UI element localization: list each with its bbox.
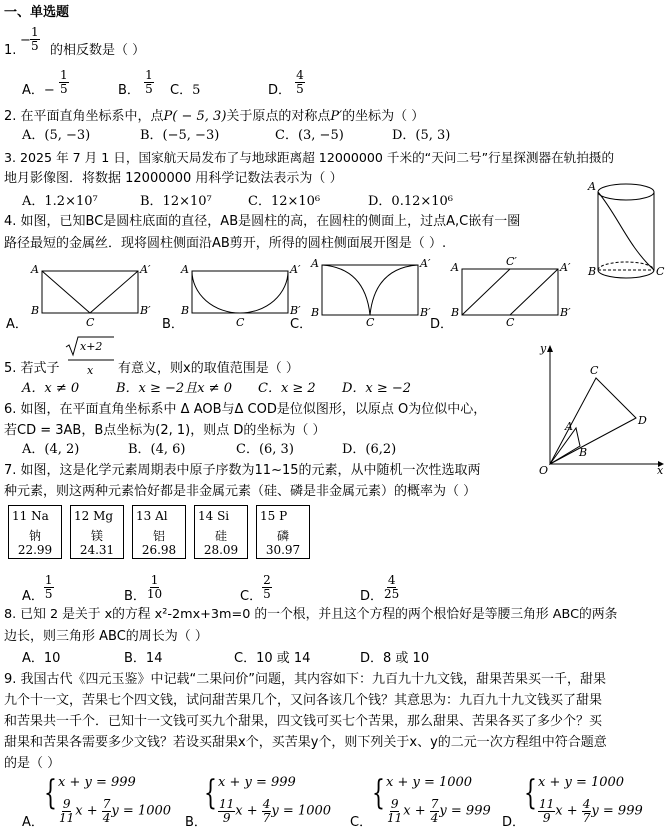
q2-option-c[interactable]: C．(3, −5) [275, 128, 344, 143]
svg-text:B′: B′ [140, 304, 151, 317]
q5-text-b: 有意义，则x的取值范围是（ ） [118, 361, 299, 376]
q2-option-d[interactable]: D．(5, 3) [392, 128, 451, 143]
q7-option-d[interactable]: D． $\frac{4}{25}$ [360, 573, 400, 604]
q3-option-d[interactable]: D．0.12×10⁶ [368, 194, 454, 209]
q4-figure-a [30, 262, 151, 330]
q2-option-a[interactable]: A．(5, −3) [22, 128, 91, 143]
svg-text:A: A [565, 420, 573, 433]
q3-line2: 地月影像图．将数据 12000000 用科学记数法表示为（ ） [4, 171, 343, 186]
q1-text: 的相反数是（ ） [50, 43, 146, 58]
section-title: 一、单选题 [4, 5, 70, 20]
svg-text:A: A [181, 263, 189, 276]
q9-line4: 甜果和苦果各需要多少文钱？若设买甜果x个，买苦果y个，则下列关于x、y的二元一次方程组中符合题意 [4, 735, 607, 750]
svg-text:C: C [506, 316, 515, 329]
q8-option-d[interactable]: D．8 或 10 [360, 651, 430, 666]
q1-fraction: $\frac{1}{5}$ [31, 25, 39, 53]
q6-option-c[interactable]: C．(6, 3) [236, 442, 294, 457]
svg-text:C: C [86, 316, 95, 329]
q4-figure-c [310, 256, 431, 329]
q1-option-d[interactable]: D． $\frac{4}{5}$ [268, 68, 304, 98]
svg-text:B: B [451, 306, 460, 319]
svg-text:A: A [451, 261, 459, 274]
q9-line3: 和苦果共一千个．已知十一文钱可买九个甜果，四文钱可买七个苦果，那么甜果、苦果各买了多少个？买 [4, 714, 603, 729]
svg-text:A′: A′ [420, 257, 431, 270]
q3-option-b[interactable]: B．12×10⁷ [140, 194, 212, 209]
svg-text:A′: A′ [290, 263, 301, 276]
q1-number: 1. [4, 43, 17, 58]
q1-option-c[interactable]: C．5 [170, 83, 201, 98]
q8-line2: 边长，则三角形 ABC的周长为（ ） [4, 629, 208, 644]
svg-text:A′: A′ [560, 261, 571, 274]
svg-text:x+2: x+2 [80, 340, 103, 353]
svg-text:A: A [31, 263, 39, 276]
svg-text:C′: C′ [506, 255, 517, 268]
q7-line2: 种元素，则这两种元素恰好都是非金属元素（硅、磷是非金属元素）的概率为（ ） [4, 484, 477, 499]
svg-text:B′: B′ [560, 306, 571, 319]
element-card-mg: 12 Mg 镁 24.31 [70, 505, 124, 559]
svg-text:D: D [638, 414, 647, 427]
element-card-si: 14 Si 硅 28.09 [194, 505, 248, 559]
q7-line1: 7. 如图，这是化学元素周期表中原子序数为11~15的元素，从中随机一次性选取两 [4, 463, 481, 478]
svg-text:x: x [87, 364, 94, 377]
q9-line2: 九个十一文，苦果七个四文钱，试问甜苦果几个，又问各该几个钱？其意思为：九百九十九文钱买了甜果 [4, 693, 603, 708]
cyl-label-b: B [588, 265, 597, 278]
svg-text:B: B [311, 306, 320, 319]
q7-option-b[interactable]: B． $\frac{1}{10}$ [124, 573, 163, 604]
svg-text:A′: A′ [140, 263, 151, 276]
q6-line1: 6. 如图，在平面直角坐标系中 Δ AOB与Δ COD是位似图形，以原点 O为位似中心， [4, 402, 487, 417]
q4-option-c[interactable]: C． [290, 317, 313, 332]
q6-option-a[interactable]: A．(4, 2) [22, 442, 80, 457]
q4-figure-d [450, 256, 570, 328]
svg-text:B: B [579, 446, 588, 459]
q4-option-b[interactable]: B． [162, 317, 184, 332]
q4-line1: 4. 如图，已知BC是圆柱底面的直径，AB是圆柱的高，在圆柱的侧面上，过点A,C嵌有一圈 [4, 214, 521, 229]
q3-line1: 3. 2025 年 7 月 1 日，国家航天局发布了与地球距离超 12000000 千米的“天问二号”行星探测器在轨拍摄的 [4, 150, 615, 165]
coordinate-figure [530, 340, 670, 480]
q9-line1: 9. 我国古代《四元玉鉴》中记载“二果问价”问题，其内容如下：九百九十九文钱，甜果苦果买一千，甜果 [4, 672, 607, 687]
q9-line5: 的是（ ） [4, 756, 61, 771]
q3-option-c[interactable]: C．12×10⁶ [248, 194, 321, 209]
q7-option-c[interactable]: C． $\frac{2}{5}$ [240, 573, 271, 604]
svg-text:C: C [590, 364, 599, 377]
element-card-p: 15 P 磷 30.97 [256, 505, 310, 559]
element-card-al: 13 Al 铝 26.98 [132, 505, 186, 559]
cylinder-figure [588, 176, 670, 276]
q6-line2: 若CD = 3AB，B点坐标为(2, 1)，则点 D的坐标为（ ） [4, 423, 326, 438]
svg-text:B′: B′ [420, 306, 431, 319]
q6-option-d[interactable]: D．(6,2) [342, 442, 397, 457]
svg-text:x: x [657, 464, 664, 477]
svg-text:B: B [31, 304, 40, 317]
q7-option-a[interactable]: A． $\frac{1}{5}$ [22, 573, 53, 604]
q4-figure-b [180, 262, 301, 330]
svg-text:C: C [366, 316, 375, 329]
q2-stem: 2. 在平面直角坐标系中，点P( − 5, 3)关于原点的对称点P′的坐标为（ ） [4, 109, 425, 124]
q8-line1: 8. 已知 2 是关于 x的方程 x²-2mx+3m=0 的一个根，并且这个方程的两个根恰好是等腰三角形 ABC的两条 [4, 607, 618, 622]
q5-option-c[interactable]: C．x ≥ 2 [258, 381, 316, 396]
svg-text:A: A [311, 257, 319, 270]
cyl-label-a: A [588, 180, 596, 193]
svg-text:O: O [539, 464, 549, 477]
q5-radical-expression [64, 336, 120, 378]
q6-option-b[interactable]: B．(4, 6) [128, 442, 186, 457]
q8-option-a[interactable]: A．10 [22, 651, 61, 666]
q8-option-c[interactable]: C．10 或 14 [234, 651, 311, 666]
q5-option-a[interactable]: A．x ≠ 0 [22, 381, 80, 396]
q1-option-b[interactable]: B． $\frac{1}{5}$ [118, 68, 153, 98]
q4-option-a[interactable]: A． [6, 317, 28, 332]
svg-text:B: B [181, 304, 190, 317]
element-card-na: 11 Na 钠 22.99 [8, 505, 62, 559]
svg-text:B′: B′ [290, 304, 301, 317]
svg-text:C: C [236, 316, 245, 329]
q2-option-b[interactable]: B．(−5, −3) [140, 128, 220, 143]
q1-minus: − [20, 33, 31, 48]
q8-option-b[interactable]: B．14 [124, 651, 163, 666]
q5-text-a: 5. 若式子 [4, 361, 60, 376]
q1-option-a[interactable]: A．− $\frac{1}{5}$ [22, 68, 68, 98]
q4-line2: 路径最短的金属丝．现将圆柱侧面沿AB剪开，所得的圆柱侧面展开图是（ ）. [4, 236, 447, 251]
q5-option-b[interactable]: B．x ≥ −2且x ≠ 0 [116, 381, 232, 396]
q5-option-d[interactable]: D．x ≥ −2 [342, 381, 412, 396]
q3-option-a[interactable]: A．1.2×10⁷ [22, 194, 98, 209]
q4-option-d[interactable]: D． [430, 317, 454, 332]
svg-text:y: y [540, 342, 547, 355]
cyl-label-c: C [656, 265, 665, 278]
